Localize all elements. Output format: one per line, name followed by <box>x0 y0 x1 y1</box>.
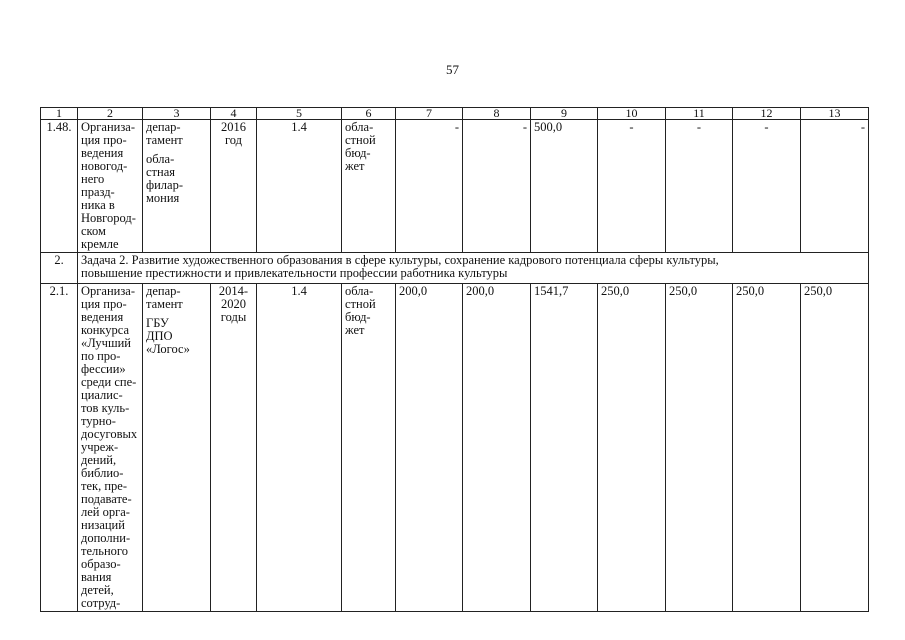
text-line: «Лучший <box>81 336 131 350</box>
column-number-header-row <box>41 108 869 120</box>
text-line: 2020 <box>221 297 246 311</box>
executor <box>143 120 211 253</box>
text-line: повышение престижности и привлекательности профессии работника культуры <box>81 265 508 280</box>
text-line: 2016 <box>221 120 246 134</box>
row-number: 2.1. <box>41 284 78 612</box>
funding-cell: - <box>801 120 869 253</box>
funding-cell: 250,0 <box>801 284 869 612</box>
funding-cell: 250,0 <box>598 284 666 612</box>
text-line: учреж- <box>81 440 119 454</box>
funding-cell: 250,0 <box>666 284 733 612</box>
text-line: вания <box>81 570 112 584</box>
text-line: стная <box>146 165 175 179</box>
text-line: турно- <box>81 414 116 428</box>
page-number: 57 <box>446 62 459 77</box>
text-line: стной <box>345 133 376 147</box>
text-line: по про- <box>81 349 121 363</box>
funding-cell: 200,0 <box>463 284 531 612</box>
text-line: депар- <box>146 284 181 298</box>
funding-source <box>342 120 396 253</box>
table-row <box>41 120 869 253</box>
text-line: образо- <box>81 557 121 571</box>
text-line: низаций <box>81 518 125 532</box>
text-line: досуговых <box>81 427 138 441</box>
text-line: подавате- <box>81 492 132 506</box>
task-description <box>78 253 869 284</box>
text-line: ция про- <box>81 133 127 147</box>
column-number: 5 <box>257 108 342 120</box>
text-line: депар- <box>146 120 181 134</box>
text-line: ника в <box>81 198 115 212</box>
text-line: Задача 2. Развитие художественного образования в сфере культуры, сохранение кадрового потенциала сферы культуры, <box>81 253 719 267</box>
column-number: 8 <box>463 108 531 120</box>
funding-cell: - <box>733 120 801 253</box>
target-indicator: 1.4 <box>257 120 342 253</box>
funding-cell: - <box>666 120 733 253</box>
text-line: ском <box>81 224 106 238</box>
text-line: обла- <box>146 152 175 166</box>
column-number: 7 <box>396 108 463 120</box>
funding-cell: 1541,7 <box>531 284 598 612</box>
text-line: новогод- <box>81 159 128 173</box>
text-line: ведения <box>81 310 124 324</box>
text-line: среди спе- <box>81 375 137 389</box>
column-number: 13 <box>801 108 869 120</box>
text-line: обла- <box>345 120 374 134</box>
implementation-period <box>211 284 257 612</box>
text-line: тамент <box>146 133 183 147</box>
text-line: Организа- <box>81 120 135 134</box>
funding-cell: 250,0 <box>733 284 801 612</box>
text-line: дений, <box>81 453 117 467</box>
column-number: 1 <box>41 108 78 120</box>
column-number: 9 <box>531 108 598 120</box>
text-line: библио- <box>81 466 124 480</box>
column-number: 3 <box>143 108 211 120</box>
text-line: лей орга- <box>81 505 130 519</box>
text-line: обла- <box>345 284 374 298</box>
activity-name <box>78 120 143 253</box>
text-line: тов куль- <box>81 401 130 415</box>
column-number: 4 <box>211 108 257 120</box>
funding-cell: - <box>598 120 666 253</box>
text-line: бюд- <box>345 310 371 324</box>
funding-cell: 500,0 <box>531 120 598 253</box>
task-number: 2. <box>41 253 78 284</box>
activity-name <box>78 284 143 612</box>
table-row <box>41 284 869 612</box>
funding-cell: - <box>396 120 463 253</box>
target-indicator: 1.4 <box>257 284 342 612</box>
funding-source <box>342 284 396 612</box>
text-line: 2014- <box>218 284 249 298</box>
column-number: 10 <box>598 108 666 120</box>
text-line: ДПО <box>146 329 173 343</box>
text-line: ведения <box>81 146 124 160</box>
column-number: 11 <box>666 108 733 120</box>
task-row <box>41 253 869 284</box>
text-line: филар- <box>146 178 183 192</box>
text-line: тамент <box>146 297 183 311</box>
column-number: 2 <box>78 108 143 120</box>
text-line: сотруд- <box>81 596 121 610</box>
executor <box>143 284 211 612</box>
text-line: мония <box>146 191 180 205</box>
text-line: годы <box>220 310 247 324</box>
text-line: ция про- <box>81 297 127 311</box>
text-line: жет <box>345 323 365 337</box>
text-line: детей, <box>81 583 114 597</box>
text-line: стной <box>345 297 376 311</box>
text-line: дополни- <box>81 531 131 545</box>
text-line: тек, пре- <box>81 479 127 493</box>
column-number: 12 <box>733 108 801 120</box>
text-line: него празд- <box>81 172 115 199</box>
program-table <box>40 107 869 612</box>
text-line: циалис- <box>81 388 123 402</box>
text-line: год <box>224 133 243 147</box>
funding-cell: - <box>463 120 531 253</box>
funding-cell: 200,0 <box>396 284 463 612</box>
text-line: «Логос» <box>146 342 190 356</box>
implementation-period <box>211 120 257 253</box>
row-number: 1.48. <box>41 120 78 253</box>
text-line: Новгород- <box>81 211 136 225</box>
text-line: кремле <box>81 237 119 251</box>
text-line: фессии» <box>81 362 126 376</box>
text-line: жет <box>345 159 365 173</box>
text-line: бюд- <box>345 146 371 160</box>
text-line: ГБУ <box>146 316 169 330</box>
column-number: 6 <box>342 108 396 120</box>
text-line: Организа- <box>81 284 135 298</box>
text-line: конкурса <box>81 323 130 337</box>
text-line: тельного <box>81 544 128 558</box>
